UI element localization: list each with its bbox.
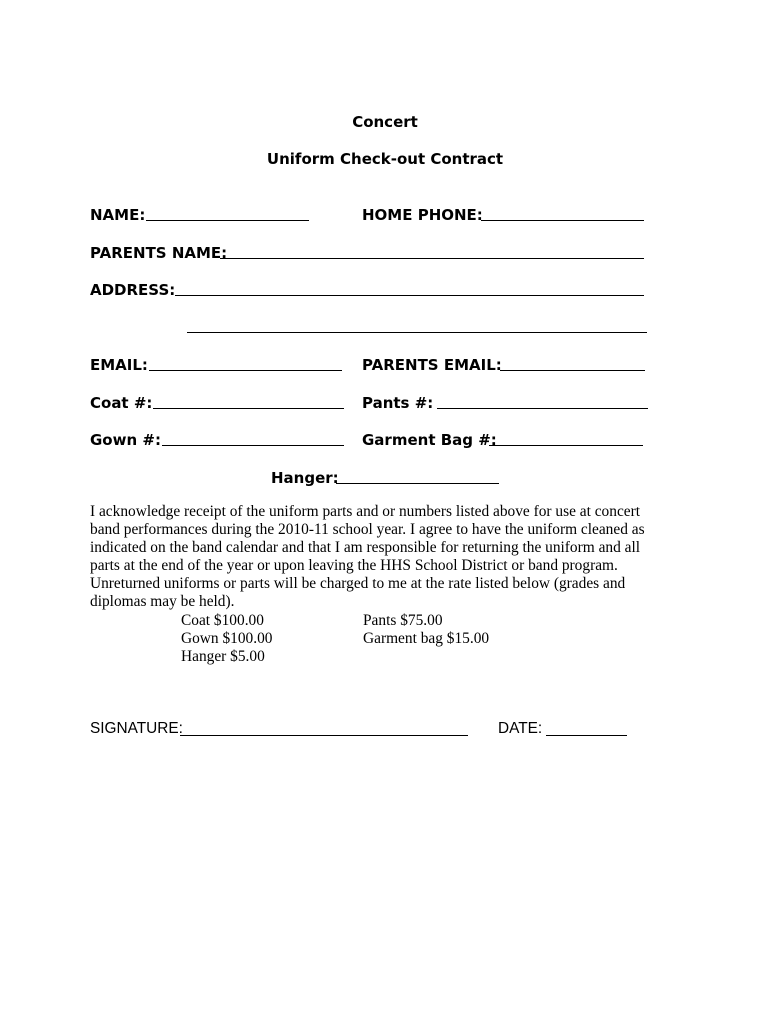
garment-bag-field-line[interactable] (489, 445, 643, 446)
price-pants: Pants $75.00 (363, 612, 443, 629)
price-coat: Coat $100.00 (181, 612, 264, 629)
address-field-line[interactable] (175, 295, 644, 296)
gown-field-line[interactable] (162, 445, 344, 446)
price-garment-bag: Garment bag $15.00 (363, 630, 490, 647)
parents-email-field-line[interactable] (500, 370, 645, 371)
price-gown: Gown $100.00 (181, 630, 273, 647)
home-phone-label: HOME PHONE: (362, 206, 483, 224)
document-title: Concert (352, 113, 418, 131)
gown-label: Gown #: (90, 431, 161, 449)
hanger-label: Hanger: (271, 469, 339, 487)
acknowledgement-paragraph: I acknowledge receipt of the uniform parts and or numbers listed above for use at concert band performances during the 2010-11 school year. I agree to have the uniform cleaned as indicated on the band calendar and that I am responsible for returning the uniform and all parts at the end of the year or upon leaving the HHS School District or band program. Unreturned uniforms or parts will be charged to me at the rate listed below (grades and diplomas may be held). (90, 503, 645, 610)
coat-label: Coat #: (90, 394, 153, 412)
signature-field-line[interactable] (180, 735, 468, 736)
document-subtitle: Uniform Check-out Contract (266, 150, 504, 168)
email-label: EMAIL: (90, 356, 148, 374)
address-field-line-2[interactable] (187, 332, 647, 333)
coat-field-line[interactable] (153, 408, 344, 409)
parents-name-field-line[interactable] (220, 258, 644, 259)
pants-label: Pants #: (362, 394, 434, 412)
garment-bag-label: Garment Bag #: (362, 431, 497, 449)
parents-name-label: PARENTS NAME: (90, 244, 228, 262)
date-label: DATE: (498, 720, 543, 737)
price-hanger: Hanger $5.00 (181, 648, 265, 665)
name-label: NAME: (90, 206, 146, 224)
date-field-line[interactable] (546, 735, 627, 736)
name-field-line[interactable] (146, 220, 309, 221)
home-phone-field-line[interactable] (481, 220, 644, 221)
signature-label: SIGNATURE: (90, 720, 183, 737)
parents-email-label: PARENTS EMAIL: (362, 356, 502, 374)
hanger-field-line[interactable] (336, 483, 499, 484)
email-field-line[interactable] (149, 370, 342, 371)
address-label: ADDRESS: (90, 281, 176, 299)
pants-field-line[interactable] (437, 408, 648, 409)
